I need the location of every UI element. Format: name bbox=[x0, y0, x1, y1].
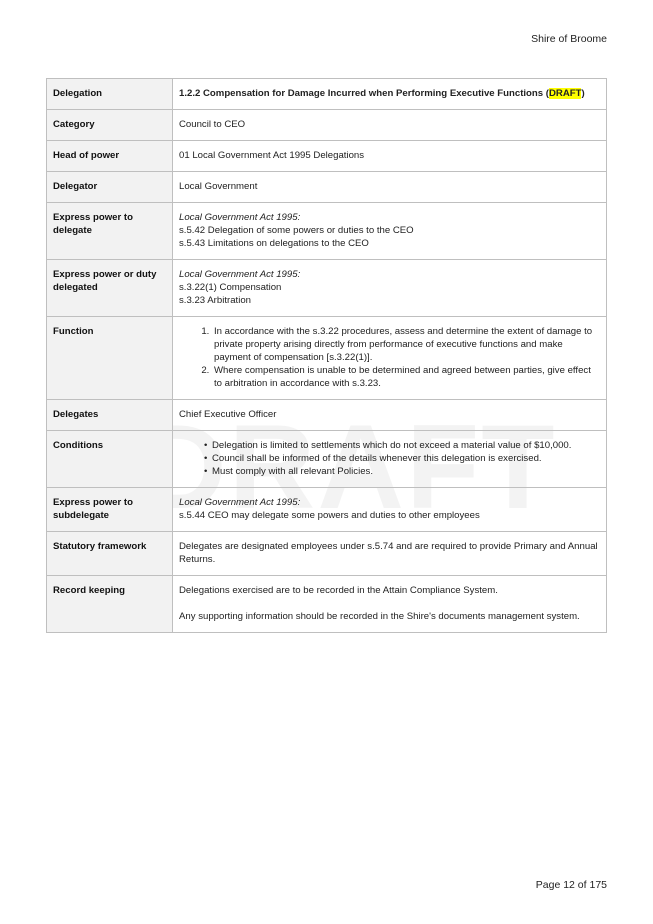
section-line: s.5.43 Limitations on delegations to the CEO bbox=[179, 238, 369, 249]
function-value bbox=[173, 317, 607, 400]
bullet-icon: • bbox=[204, 440, 208, 451]
delegation-title-text: 1.2.2 Compensation for Damage Incurred when Performing Executive Functions ( bbox=[179, 88, 549, 99]
table-row bbox=[47, 203, 607, 260]
delegator-label: Delegator bbox=[47, 172, 173, 203]
express-power-delegated-value bbox=[173, 260, 607, 317]
table-row bbox=[47, 79, 607, 110]
delegation-title-end: ) bbox=[581, 88, 585, 99]
list-item: 1. In accordance with the s.3.22 procedures, assess and determine the extent of damage to private property arising directly from performance of executive functions and make payment of compensation [s.3.22(1)]. bbox=[212, 325, 600, 364]
delegation-title bbox=[173, 79, 607, 110]
table-row bbox=[47, 172, 607, 203]
act-name: Local Government Act 1995: bbox=[179, 212, 301, 223]
record-line: Delegations exercised are to be recorded in the Attain Compliance System. bbox=[179, 585, 498, 596]
table-row bbox=[47, 400, 607, 431]
section-line: s.3.23 Arbitration bbox=[179, 295, 251, 306]
express-power-delegated-label: Express power or duty delegated bbox=[47, 260, 173, 317]
list-item: • Delegation is limited to settlements which do not exceed a material value of $10,000. bbox=[204, 440, 572, 451]
conditions-value bbox=[173, 431, 607, 488]
list-item: • Must comply with all relevant Policies. bbox=[204, 466, 374, 477]
table-row bbox=[47, 317, 607, 400]
table-row bbox=[47, 576, 607, 633]
spacer bbox=[179, 597, 600, 610]
bullet-icon: • bbox=[204, 466, 208, 477]
express-power-to-subdelegate-label: Express power to subdelegate bbox=[47, 488, 173, 532]
express-power-to-subdelegate-value bbox=[173, 488, 607, 532]
category-label: Category bbox=[47, 110, 173, 141]
conditions-label: Conditions bbox=[47, 431, 173, 488]
table-row bbox=[47, 260, 607, 317]
list-item: • Council shall be informed of the details whenever this delegation is exercised. bbox=[204, 453, 542, 464]
function-label: Function bbox=[47, 317, 173, 400]
table-row bbox=[47, 141, 607, 172]
act-name: Local Government Act 1995: bbox=[179, 497, 301, 508]
head-of-power-value: 01 Local Government Act 1995 Delegations bbox=[173, 141, 607, 172]
list-item: 2. Where compensation is unable to be determined and agreed between parties, give effect to arbitration in accordance with s.3.23. bbox=[212, 364, 600, 390]
table-row bbox=[47, 532, 607, 576]
delegator-value: Local Government bbox=[173, 172, 607, 203]
statutory-framework-value: Delegates are designated employees under s.5.74 and are required to provide Primary and Annual Returns. bbox=[173, 532, 607, 576]
statutory-framework-label: Statutory framework bbox=[47, 532, 173, 576]
express-power-to-delegate-label: Express power to delegate bbox=[47, 203, 173, 260]
section-line: s.3.22(1) Compensation bbox=[179, 282, 282, 293]
table-row bbox=[47, 431, 607, 488]
record-keeping-label: Record keeping bbox=[47, 576, 173, 633]
delegates-value: Chief Executive Officer bbox=[173, 400, 607, 431]
function-list bbox=[179, 325, 600, 390]
category-value: Council to CEO bbox=[173, 110, 607, 141]
record-line: Any supporting information should be recorded in the Shire's documents management system. bbox=[179, 611, 580, 622]
table-row bbox=[47, 110, 607, 141]
conditions-list bbox=[179, 439, 600, 478]
section-line: s.5.44 CEO may delegate some powers and duties to other employees bbox=[179, 510, 480, 521]
act-name: Local Government Act 1995: bbox=[179, 269, 301, 280]
delegation-label: Delegation bbox=[47, 79, 173, 110]
express-power-to-delegate-value bbox=[173, 203, 607, 260]
record-keeping-value bbox=[173, 576, 607, 633]
head-of-power-label: Head of power bbox=[47, 141, 173, 172]
section-line: s.5.42 Delegation of some powers or duties to the CEO bbox=[179, 225, 414, 236]
page-number: Page 12 of 175 bbox=[535, 879, 607, 891]
delegation-table bbox=[46, 78, 607, 633]
draft-tag: DRAFT bbox=[548, 88, 582, 99]
delegates-label: Delegates bbox=[47, 400, 173, 431]
bullet-icon: • bbox=[204, 453, 208, 464]
table-row bbox=[47, 488, 607, 532]
header-organisation: Shire of Broome bbox=[531, 33, 607, 45]
